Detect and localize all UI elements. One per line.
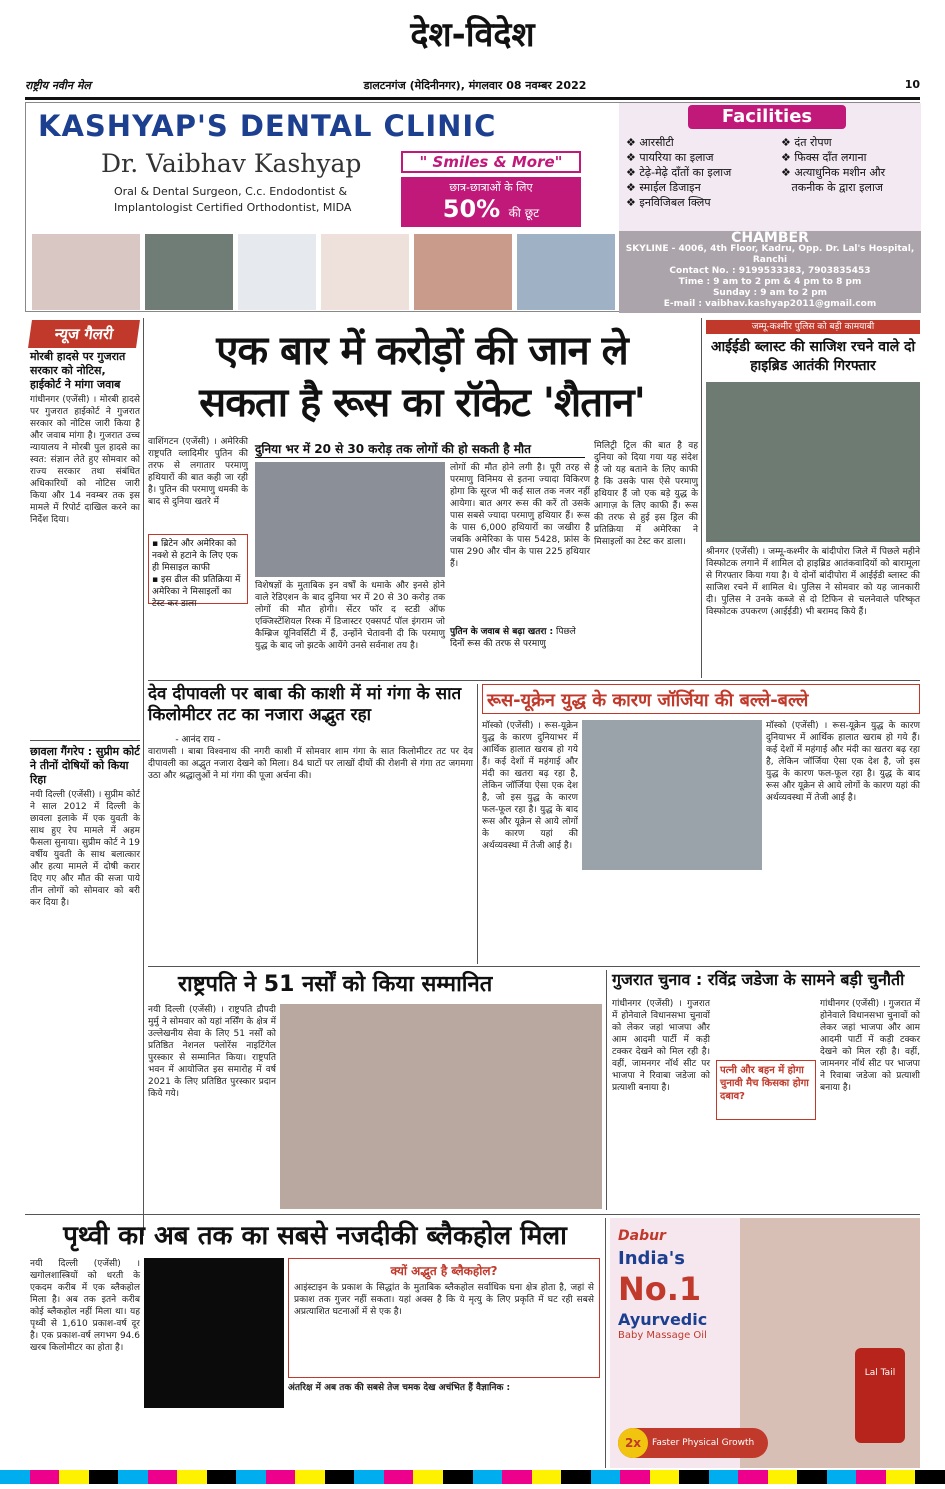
gujarat-headline: गुजरात चुनाव : रविंद्र जडेजा के सामने बड़ी चुनौती — [612, 970, 905, 989]
jk-photo — [706, 382, 920, 542]
lead-subhead: दुनिया भर में 20 से 30 करोड़ तक लोगों की हो सकती है मौत — [255, 440, 585, 458]
implant-photo — [237, 233, 317, 311]
kashi-body: वाराणसी । बाबा विश्वनाथ की नगरी काशी में सोमवार शाम गंगा के सात किलोमीटर तट पर देव दीपावली का अद्भुत नजारा देखने को मिला। 84 घाटों पर लाखों दीयों की रोशनी से गंगा तट जगमगा उठा और श्रद्धालुओं ने मां गंगा की पूजा अर्चना की। — [148, 747, 473, 781]
section-title: देश-विदेश — [410, 15, 535, 55]
gujarat-body-2: गांधीनगर (एजेंसी) । गुजरात में होनेवाले विधानसभा चुनावों को लेकर जहां भाजपा और आम आदमी पार्टी में कड़ी टक्कर देखने को मिल रही है। वहीं, जामनगर नॉर्थ सीट पर भाजपा ने रिवाबा जडेजा को प्रत्याशी बनाया है। — [820, 999, 920, 1093]
blackhole-headline: पृथ्वी का अब तक का सबसे नजदीकी ब्लैकहोल मिला — [63, 1221, 567, 1251]
gujarat-body: गांधीनगर (एजेंसी) । गुजरात में होनेवाले विधानसभा चुनावों को लेकर जहां भाजपा और आम आदमी पार्टी में कड़ी टक्कर देखने को मिल रही है। वहीं, जामनगर नॉर्थ सीट पर भाजपा ने रिवाबा जडेजा को प्रत्याशी बनाया है। — [612, 999, 710, 1093]
doctor-name: Dr. Vaibhav Kashyap — [101, 149, 362, 178]
facilities-right-list — [781, 135, 885, 195]
teeth-photo — [144, 233, 234, 311]
lead-headline-line-2: सकता है रूस का रॉकेट 'शैतान' — [199, 380, 645, 426]
facility-item: ❖ पायरिया का इलाज — [626, 151, 714, 164]
kashi-byline: - आनंद राय - — [175, 735, 221, 745]
facility-item: ❖ इनविजिबल क्लिप — [626, 196, 711, 209]
president-headline: राष्ट्रपति ने 51 नर्सों को किया सम्मानित — [178, 972, 493, 997]
facilities-left-list — [626, 135, 731, 210]
braces-photo — [413, 233, 513, 311]
facility-item: ❖ स्माईल डिजाइन — [626, 181, 701, 194]
dentures-photo — [31, 233, 141, 311]
qualification-line-1: Oral & Dental Surgeon, C.c. Endodontist & — [114, 185, 348, 198]
offer-percent: 50% — [442, 195, 501, 223]
masthead-rule — [25, 97, 920, 100]
morbi-body: गांधीनगर (एजेंसी) । मोरबी हादसे पर गुजरात हाईकोर्ट ने गुजरात सरकार को नोटिस जारी किया है और जवाब मांगा है। गुजरात उच्च न्यायालय ने मोरबी पुल हादसे का स्वत: संज्ञान लेते हुए सोमवार को राज्य सरकार तथा संबंधित अधिकारियों को नोटिस जारी किया और 14 नवम्बर तक इस मामले में रिपोर्ट दाखिल करने का निर्देश दिया। — [30, 395, 140, 525]
why-box — [288, 1258, 600, 1378]
lead-bullet: ▪ ब्रिटेन और अमेरिका को नक्शे से हटाने के लिए एक ही मिसाइल काफी — [152, 539, 238, 573]
dabur-logo: Dabur — [618, 1228, 666, 1244]
georgia-body: मॉस्को (एजेंसी) । रूस-यूक्रेन युद्ध के कारण दुनियाभर में आर्थिक हालात खराब हो गये हैं। कई देशों में महंगाई और मंदी का खतरा बढ़ रहा है, लेकिन जॉर्जिया ऐसा एक देश है, जो इस युद्ध के कारण फल-फूल रहा है। युद्ध के बाद रूस और यूक्रेन से आये लोगों के कारण यहां की अर्थव्यवस्था में तेजी आई है। — [482, 721, 578, 851]
georgia-photo — [582, 720, 762, 870]
blackhole-image — [144, 1258, 284, 1408]
chamber-address: SKYLINE - 4006, 4th Floor, Kadru, Opp. Dr. Lal's Hospital, Ranchi — [625, 244, 915, 265]
lead-bullet: ▪ इस ढील की प्रतिक्रिया में अमेरिका ने मिसाइलों का टेस्ट कर डाला — [152, 575, 241, 609]
lead-q-head: पुतिन के जवाब से बढ़ा खतरा : — [450, 627, 554, 637]
blackhole-body: नयी दिल्ली (एजेंसी) । खगोलशास्त्रियों को धरती के एकदम करीब में एक ब्लैकहोल मिला है। अब तक इतने करीब कोई ब्लैकहोल नहीं मिला था। यह पृथ्वी से 1,610 प्रकाश-वर्ष दूर है। एक प्रकाश-वर्ष लगभग 94.6 खरब किलोमीटर का होता है। — [30, 1259, 140, 1353]
jk-headline: आईईडी ब्लास्ट की साजिश रचने वाले दो हाइब्रिड आतंकी गिरफ्तार — [710, 339, 916, 374]
chamber-contact: Contact No. : 9199533383, 7903835453 — [669, 266, 871, 276]
facility-item: ❖ फिक्स दाँत लगाना — [781, 151, 867, 164]
gujarat-box: पत्नी और बहन में होगा चुनावी मैच किसका होगा दबाव? — [716, 1060, 816, 1120]
growth-badge: Faster Physical Growth — [618, 1428, 768, 1458]
chamber-title: CHAMBER — [731, 230, 809, 246]
blackhole-body-2 — [288, 1382, 600, 1466]
president-body: नयी दिल्ली (एजेंसी) । राष्ट्रपति द्रौपदी मुर्मु ने सोमवार को यहां नर्सिंग के क्षेत्र में उल्लेखनीय सेवा के लिए 51 नर्सों को प्रतिष्ठित नेशनल फ्लोरेंस नाइटिंगेल पुरस्कार से सम्मानित किया। राष्ट्रपति भवन में आयोजित इस समारोह में वर्ष 2021 के लिए प्रतिष्ठित पुरस्कार प्रदान किये गये। — [148, 1005, 276, 1099]
chamber-time: Time : 9 am to 2 pm & 4 pm to 8 pm — [678, 277, 862, 287]
lead-headline-line-1: एक बार में करोड़ों की जान ले — [216, 328, 628, 374]
news-gallery-tag: न्यूज गैलरी — [28, 320, 140, 348]
president-photo — [280, 1004, 602, 1209]
divider — [30, 740, 140, 741]
space-headline: अंतरिक्ष में अब तक की सबसे तेज चमक देख अचंभित हैं वैज्ञानिक : — [288, 1383, 511, 1393]
smiles-tagline: " Smiles & More" — [401, 151, 581, 173]
why-title: क्यों अद्भुत है ब्लैकहोल? — [390, 1264, 498, 1278]
lead-headline — [148, 325, 696, 429]
chamber-email: E-mail : vaibhav.kashyap2011@gmail.com — [663, 299, 877, 309]
page-number: 10 — [904, 78, 920, 91]
column-rule — [606, 970, 607, 1210]
dabur-ad — [610, 1218, 920, 1468]
column-rule — [605, 1218, 606, 1468]
facility-item: तकनीक के द्वारा इलाज — [791, 181, 883, 194]
column-rule — [701, 318, 702, 678]
divider — [25, 1214, 920, 1215]
column-rule — [143, 318, 144, 1236]
dabur-line-3: Ayurvedic — [618, 1310, 708, 1329]
smile-photo — [320, 233, 410, 311]
lead-col1: वाशिंगटन (एजेंसी) । अमेरिकी राष्ट्रपति व्लादिमीर पुतिन की तरफ से लगातार परमाणु हथियारों की बात कही जा रही है। पुतिन की परमाणु धमकी के बाद से दुनिया खतरे में — [148, 437, 248, 507]
chamber-sunday: Sunday : 9 am to 2 pm — [712, 288, 828, 298]
chamber-info — [619, 231, 921, 313]
chhawla-headline: छावला गैंगरेप : सुप्रीम कोर्ट ने तीनों दोषियों को किया रिहा — [30, 745, 140, 786]
chhawla-body: नयी दिल्ली (एजेंसी) । सुप्रीम कोर्ट ने साल 2012 में दिल्ली के छावला इलाके में एक युवती के साथ हुए रेप मामले में अहम फैसला सुनाया। सुप्रीम कोर्ट ने 19 वर्षीय युवती के साथ बलात्कार और हत्या मामले में दोषी करार दिए गए और मौत की सजा पाये तीन लोगों को सोमवार को बरी कर दिया है। — [30, 790, 140, 908]
clinic-name: KASHYAP'S DENTAL CLINIC — [38, 109, 497, 143]
offer-tail: की छूट — [508, 206, 540, 220]
lead-bullets-box — [148, 534, 248, 609]
facilities-title: Facilities — [688, 105, 846, 129]
lead-col2: लोगों की मौत होने लगी है। पूरी तरह से परमाणु विनिमय से इतना ज्यादा विकिरण होगा कि सूरज भी कई साल तक नजर नहीं आयेगा। बात अगर रूस की करें तो उसके पास सबसे ज्यादा परमाणु हथियार हैं। रूस के पास 6,000 हथियारों का जखीरा है जबकि अमेरिका के पास 5428, फ्रांस के पास 290 और चीन के पास 225 हथियार हैं। — [450, 463, 590, 569]
lead-q — [450, 626, 590, 650]
offer-line: छात्र-छात्राओं के लिए — [449, 181, 533, 194]
facility-item: ❖ आरसीटी — [626, 136, 674, 149]
lead-q-text: पिछले दिनों रूस की तरफ से परमाणु — [450, 627, 576, 649]
badge-2x: 2x — [618, 1428, 648, 1458]
putin-photo — [255, 462, 445, 577]
dental-clinic-ad — [25, 102, 920, 312]
facility-item: ❖ टेढ़े-मेढ़े दाँतों का इलाज — [626, 166, 732, 179]
column-rule — [477, 684, 478, 964]
lead-col3: मिलिट्री ट्रिल की बात है वह दुनिया को दिया गया यह संदेश है जो यह बताने के लिए काफी है कि उसके पास ऐसे परमाणु हथियार हैं जो एक बड़े युद्ध के आगाज़ के लिए काफी हैं। रूस की तरफ से हुई इस ड्रिल की प्रतिक्रिया में अमेरिका ने मिसाइलों का टेस्ट कर डाला। — [594, 441, 698, 547]
divider — [148, 680, 920, 681]
newspaper-name: राष्ट्रीय नवीन मेल — [25, 79, 91, 92]
facility-item: ❖ अत्याधुनिक मशीन और — [781, 166, 886, 179]
chhawla-story — [30, 745, 140, 1215]
lal-tail-bottle: Lal Tail — [855, 1348, 905, 1443]
student-offer — [401, 177, 581, 227]
child-checkup-photo — [516, 233, 616, 311]
color-registration-bar — [0, 1470, 945, 1484]
morbi-headline: मोरबी हादसे पर गुजरात सरकार को नोटिस, हाईकोर्ट ने मांगा जवाब — [30, 350, 126, 391]
dabur-line-2: No.1 — [618, 1270, 702, 1308]
dabur-line-4: Baby Massage Oil — [618, 1330, 707, 1341]
georgia-body-2: मॉस्को (एजेंसी) । रूस-यूक्रेन युद्ध के कारण दुनियाभर में आर्थिक हालात खराब हो गये हैं। कई देशों में महंगाई और मंदी का खतरा बढ़ रहा है, लेकिन जॉर्जिया ऐसा एक देश है, जो इस युद्ध के कारण फल-फूल रहा है। युद्ध के बाद रूस और यूक्रेन से आये लोगों के कारण यहां की अर्थव्यवस्था में तेजी आई है। — [766, 721, 920, 803]
lead-experts: विशेषज्ञों के मुताबिक इन वर्षों के धमाके और इनसे होने वाले रेडिएशन के बाद दुनिया भर में 20 से 30 करोड़ तक लोगों की मौत होगी। सेंटर फॉर द स्टडी ऑफ एक्जिस्टेंशियल रिस्क में डिजास्टर एक्सपर्ट पॉल इंगराम जो कैम्ब्रिज यूनिवर्सिटी में हैं, उन्होंने चेतावनी दी कि परमाणु युद्ध के बाद जो झटके आयेंगे उनसे सर्वनाश तय है। — [255, 581, 445, 651]
kashi-headline: देव दीपावली पर बाबा की काशी में मां गंगा के सात किलोमीटर तट का नजारा अद्भुत रहा — [148, 684, 462, 725]
masthead — [25, 78, 920, 98]
dateline: डालटनगंज (मेदिनीनगर), मंगलवार 08 नवम्बर 2022 — [363, 79, 587, 92]
georgia-headline: रूस-यूक्रेन युद्ध के कारण जॉर्जिया की बल्ले-बल्ले — [482, 684, 920, 714]
qualification-line-2: Implantologist Certified Orthodontist, MIDA — [114, 201, 352, 214]
jk-kicker: जम्मू-कश्मीर पुलिस को बड़ी कामयाबी — [706, 320, 920, 334]
facility-item: ❖ दंत रोपण — [781, 136, 832, 149]
why-body: आइंस्टाइन के प्रकाश के सिद्धांत के मुताबिक ब्लैकहोल सर्वाधिक घना क्षेत्र होता है, जहां से प्रकाश तक गुजर नहीं सकता। यहां अक्स है कि ये मृत्यु के लिए प्रकृति में घट रही सबसे अप्रत्याशित घटनाओं में से एक है। — [294, 1283, 594, 1317]
dabur-line-1: India's — [618, 1248, 685, 1269]
jk-body: श्रीनगर (एजेंसी) । जम्मू-कश्मीर के बांदीपोरा जिले में पिछले महीने विस्फोटक लगाने में शामिल दो हाइब्रिड आतंकवादियों को बारामूला से गिरफ्तार किया गया है। ये दोनों बांदीपोरा में आईईडी ब्लास्ट की साजिश रचने में शामिल थे। पुलिस ने सोमवार को यह जानकारी दी। पुलिस ने उनके कब्जे से दो टिफिन से चलनेवाले परिष्कृत विस्फोटक उपकरण (आईईडी) भी बरामद किये हैं। — [706, 547, 920, 617]
morbi-story — [30, 350, 140, 800]
divider — [148, 966, 920, 967]
